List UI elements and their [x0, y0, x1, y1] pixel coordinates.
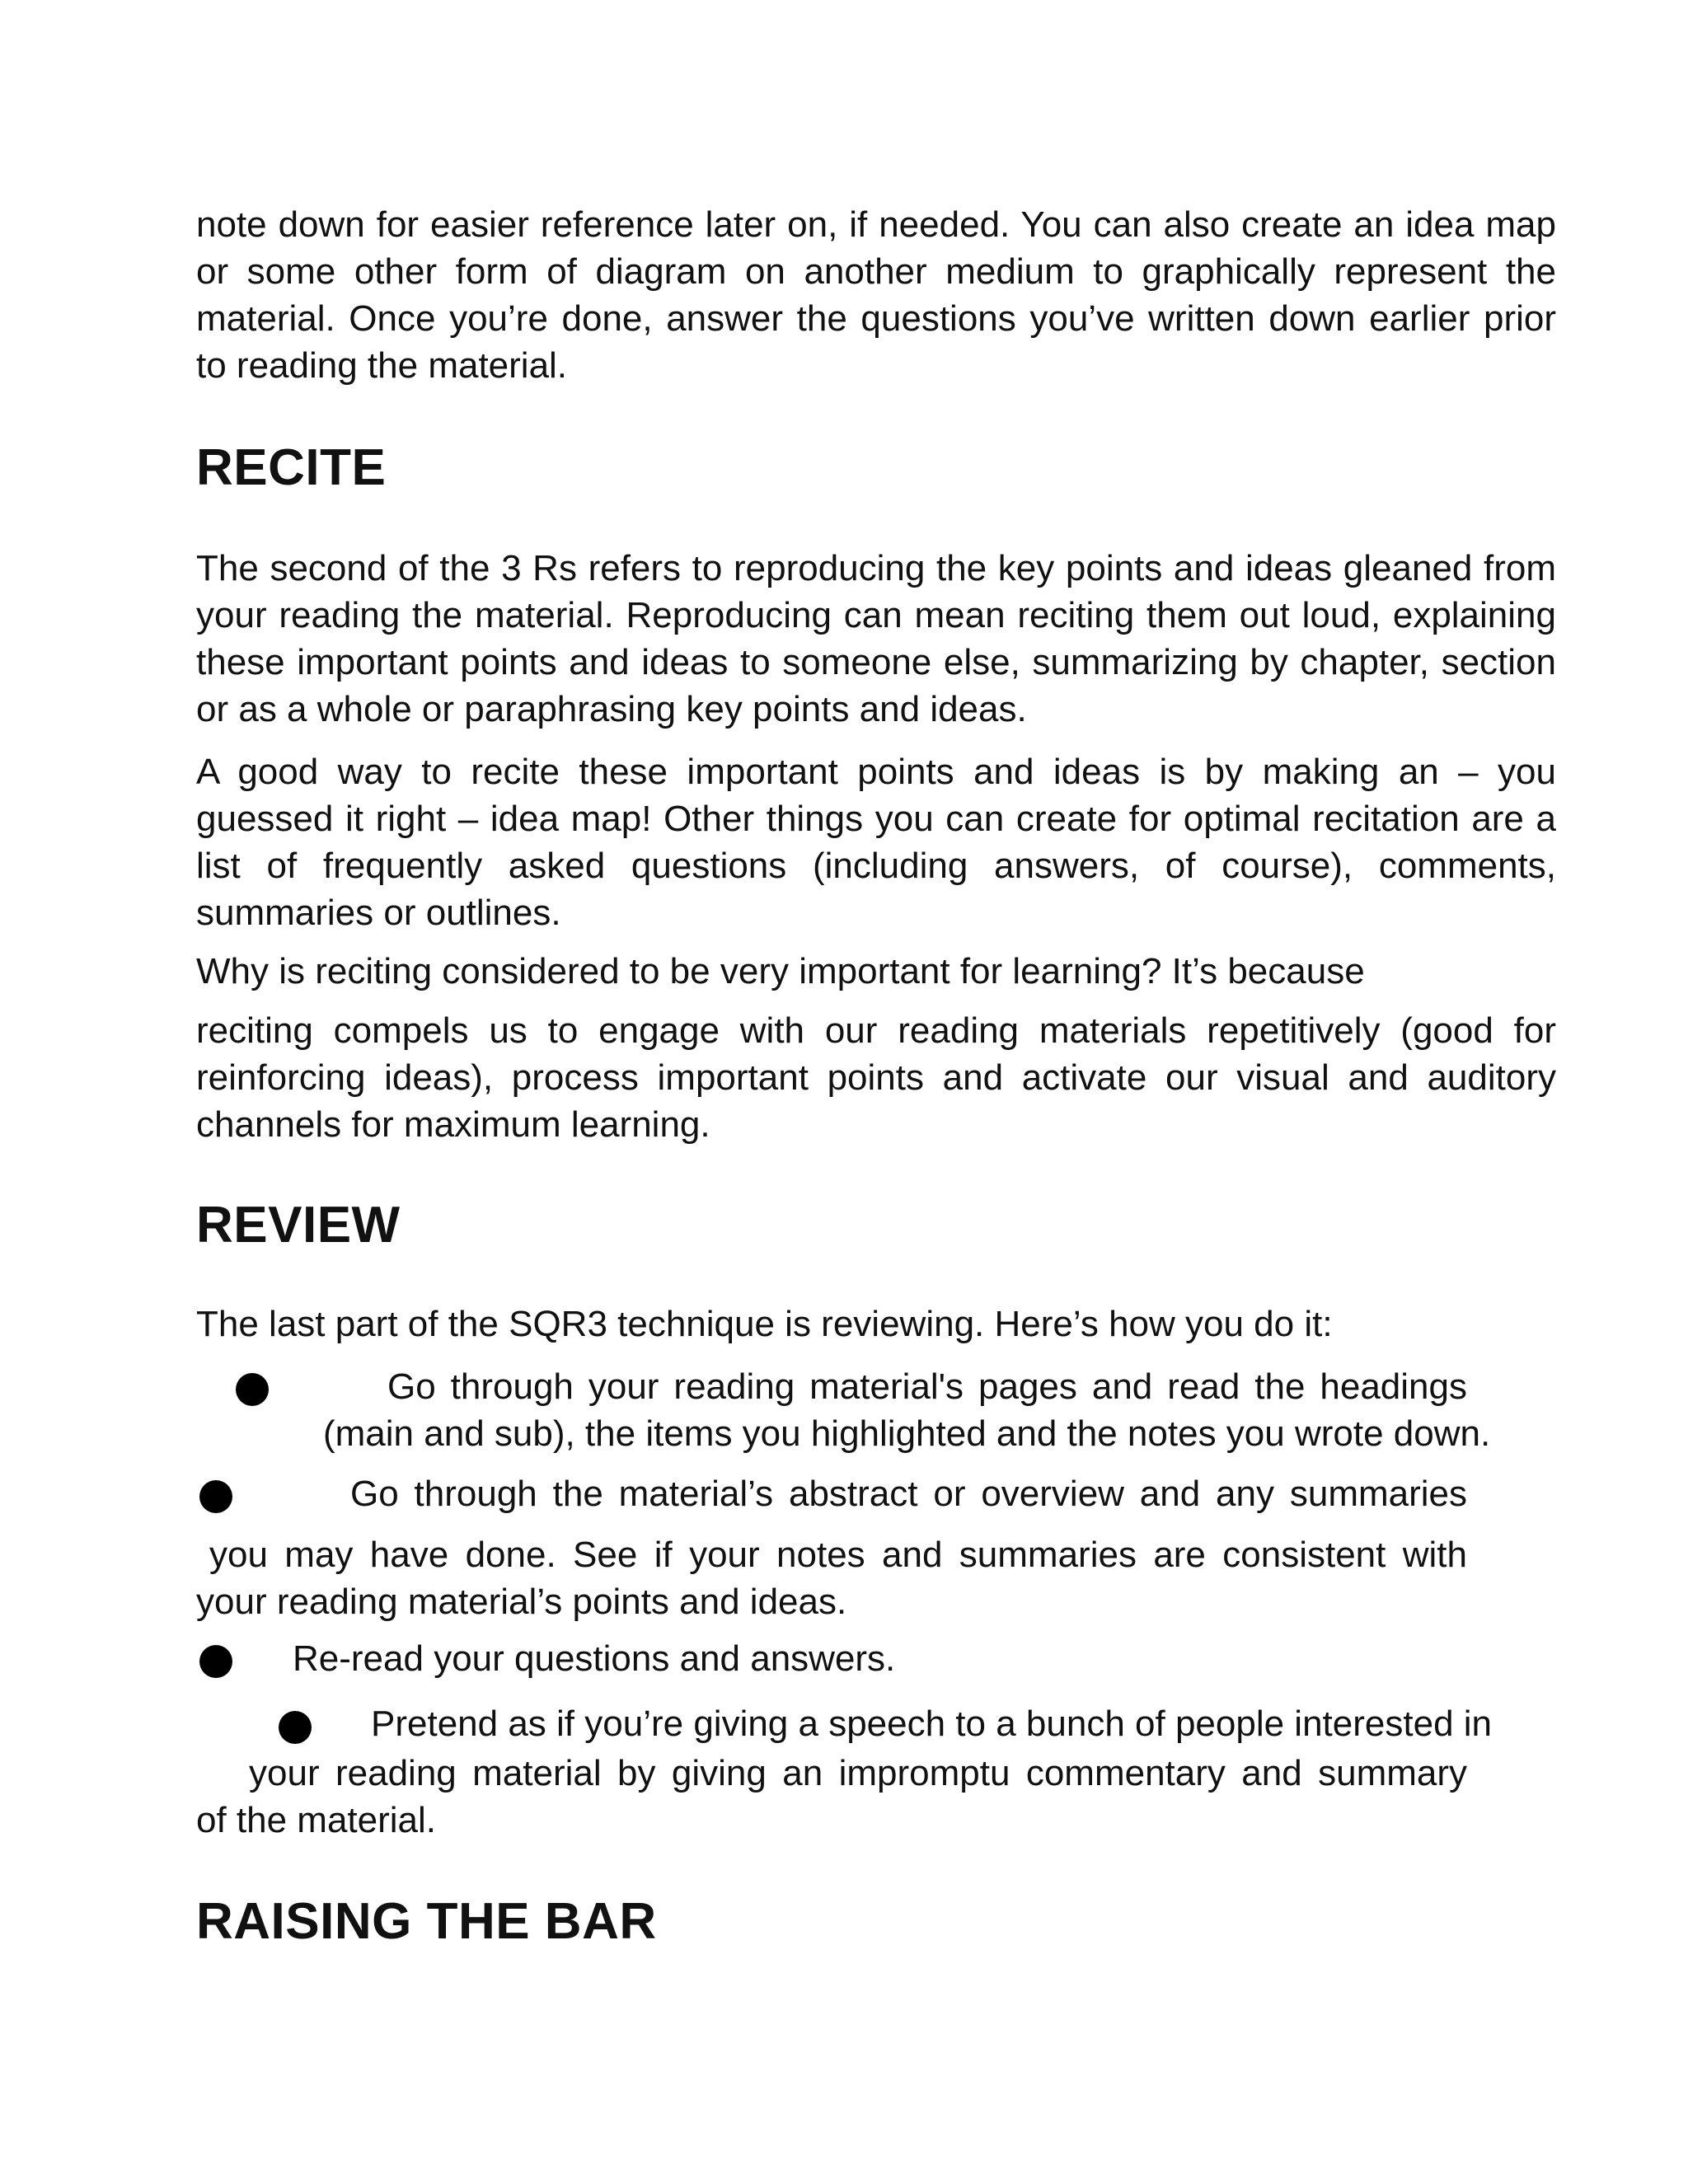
- recite-paragraph-2: A good way to recite these important points and ideas is by making an – you guessed it right – idea map! Other things you can create for optimal recitation are a list of frequently asked questions (including answers, of course), comments, summaries or outlines.: [196, 752, 1556, 933]
- review-bullet-2-line-3: your reading material’s points and ideas.: [196, 1582, 847, 1622]
- recite-heading: RECITE: [196, 439, 387, 496]
- review-bullet-4-line-1: Pretend as if you’re giving a speech to a bunch of people interested in: [371, 1704, 1493, 1744]
- raising-the-bar-heading: RAISING THE BAR: [196, 1893, 657, 1950]
- bullet-icon: [199, 1645, 232, 1678]
- bullet-icon: [199, 1480, 232, 1513]
- review-bullet-4-line-3: of the material.: [196, 1800, 437, 1840]
- review-bullet-2-line-2: you may have done. See if your notes and summaries are consistent with: [209, 1535, 1467, 1575]
- recite-paragraph-1: The second of the 3 Rs refers to reproducing the key points and ideas gleaned from your reading the material. Reproducing can mean reciting them out loud, explaining these important points and ideas to someone else, summarizing by chapter, section or as a whole or paraphrasing key points and ideas.: [196, 548, 1556, 729]
- review-heading: REVIEW: [196, 1197, 401, 1254]
- recite-paragraph-3-line-1: Why is reciting considered to be very important for learning? It’s because: [196, 951, 1365, 991]
- recite-paragraph-3: reciting compels us to engage with our reading materials repetitively (good for reinforcing ideas), process important points and activate our visual and auditory channels for maximum learning.: [196, 1010, 1556, 1145]
- review-bullet-1-line-2: (main and sub), the items you highlighted and the notes you wrote down.: [323, 1413, 1491, 1454]
- review-bullet-1-line-1: Go through your reading material's pages and read the headings: [387, 1366, 1467, 1407]
- review-bullet-4-line-2: your reading material by giving an impromptu commentary and summary: [249, 1753, 1467, 1793]
- bullet-icon: [236, 1373, 269, 1406]
- review-bullet-3-line-1: Re-read your questions and answers.: [293, 1638, 896, 1679]
- review-bullet-2-line-1: Go through the material’s abstract or overview and any summaries: [350, 1474, 1467, 1514]
- intro-paragraph: note down for easier reference later on, if needed. You can also create an idea map or some other form of diagram on another medium to graphically represent the material. Once you’re done, answer the questions you’ve written down earlier prior to reading the material.: [196, 204, 1556, 386]
- bullet-icon: [279, 1711, 312, 1744]
- review-intro: The last part of the SQR3 technique is reviewing. Here’s how you do it:: [196, 1304, 1333, 1344]
